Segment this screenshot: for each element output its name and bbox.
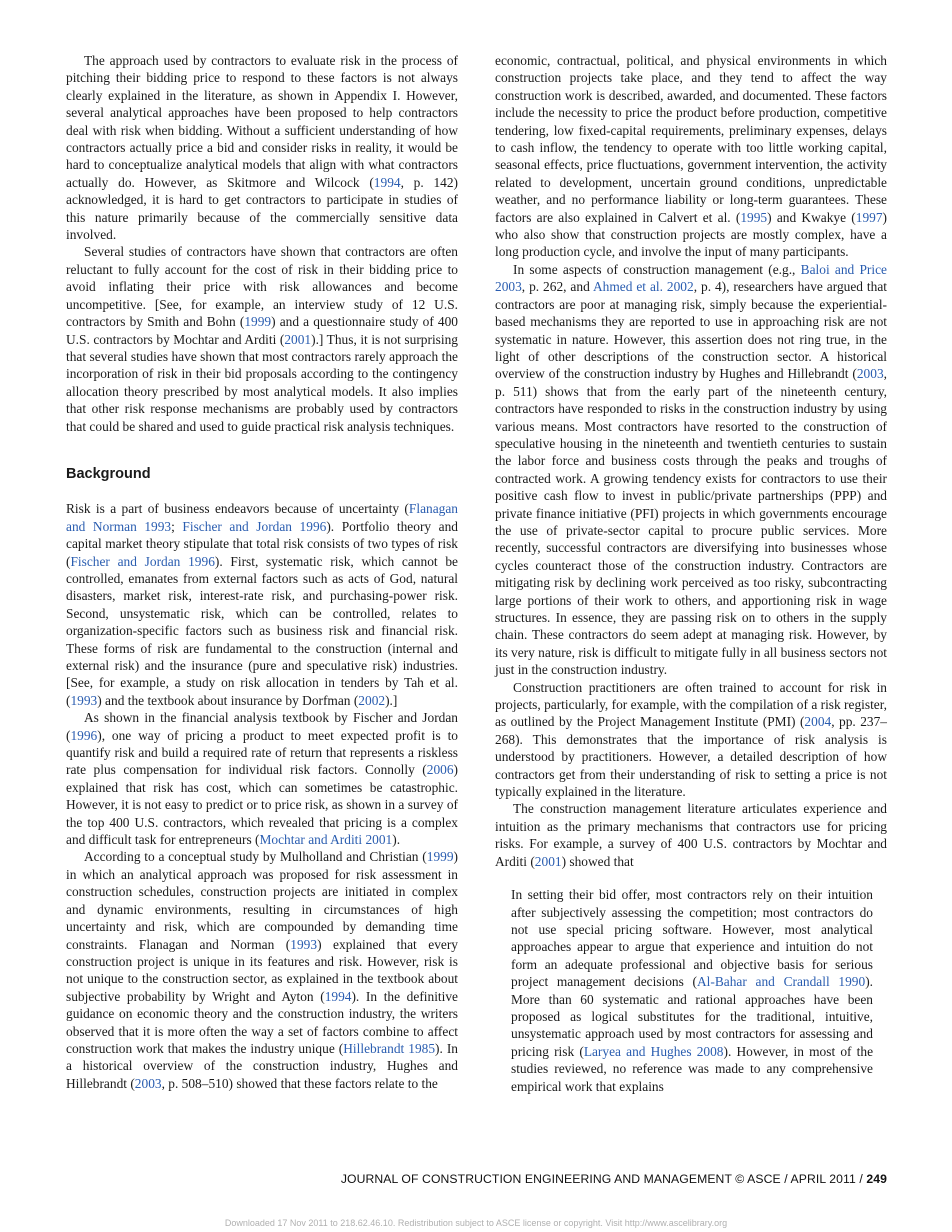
text-run: According to a conceptual study by Mulholland and Christian ( — [84, 849, 427, 865]
paragraph — [66, 500, 458, 709]
text-run: ). In a historical overview of the construction industry, Hughes and Hillebrandt ( — [66, 1040, 459, 1091]
text-run: , p. 262, and — [521, 279, 593, 295]
text-run: ) and the textbook about insurance by Dorfman ( — [97, 692, 359, 708]
text-run: ). In the definitive guidance on economic theory and the construction industry, the writers observed that it is more often the way a set of factors combine to affect construction work that makes the industry unique ( — [66, 988, 458, 1056]
citation-link[interactable]: 1996 — [70, 727, 98, 743]
citation-link[interactable]: 2001 — [534, 853, 562, 869]
citation-link[interactable]: 2003 — [856, 366, 884, 382]
citation-link[interactable]: Al-Bahar and Crandall 1990 — [697, 974, 866, 990]
text-run: Several studies of contractors have shown that contractors are often reluctant to fully account for the cost of risk in their bidding price to avoid inflating their price with risk allowances and become uncompetitive. [See, for example, an interview study of 12 U.S. contractors by Smith and Bohn ( — [66, 244, 458, 330]
block-quote — [511, 886, 873, 1095]
text-run: ). More than 60 systematic and rational approaches have been proposed as logical substitutes for the traditional, intuitive, unsystematic approach used by most contractors for assessing and pricing risk ( — [511, 974, 873, 1059]
quote-text — [511, 886, 873, 1095]
text-run: ; — [171, 518, 183, 534]
citation-link[interactable]: 2002 — [358, 692, 386, 708]
citation-link[interactable]: 1995 — [740, 209, 768, 225]
citation-link[interactable]: Hillebrandt 1985 — [343, 1040, 436, 1056]
text-run: , pp. 237–268). This demonstrates that the importance of risk analysis is understood by practitioners. However, a detailed description of how contractors get from their understanding of risk to setting a price is not typically explained in the literature. — [495, 714, 887, 800]
text-run: , p. 508–510) showed that these factors relate to the — [161, 1075, 438, 1091]
citation-link[interactable]: Flanagan and Norman 1993 — [66, 501, 458, 534]
citation-link[interactable]: Ahmed et al. 2002 — [592, 279, 694, 295]
text-run: Construction practitioners are often trained to account for risk in projects, particularly, for example, with the compilation of a risk register, as outlined by the Project Management Institute (PMI) ( — [495, 679, 888, 730]
left-column — [66, 52, 458, 1092]
text-run: ). — [392, 832, 401, 848]
paragraph — [66, 709, 458, 848]
paragraph — [66, 52, 458, 243]
citation-link[interactable]: Fischer and Jordan 1996 — [182, 518, 327, 534]
journal-line: JOURNAL OF CONSTRUCTION ENGINEERING AND MANAGEMENT © ASCE / APRIL 2011 / — [340, 1172, 867, 1186]
text-run: Risk is a part of business endeavors because of uncertainty ( — [66, 501, 409, 517]
text-run: ) and Kwakye ( — [767, 209, 856, 225]
text-run: ) and a questionnaire study of 400 U.S. contractors by Mochtar and Arditi ( — [66, 314, 458, 347]
citation-link[interactable]: 1999 — [244, 314, 272, 330]
page-number: 249 — [866, 1172, 887, 1186]
paragraph — [66, 243, 458, 434]
paragraph — [495, 261, 887, 679]
text-run: economic, contractual, political, and physical environments in which construction projects take place, and they tend to affect the way construction work is described, awarded, and documented. These factors include the necessity to price the product before production, competitive tendering, low fixed-capital requirements, preliminary expenses, delays to cash inflow, the tendency to operate with too little working capital, seasonal effects, price fluctuations, government intervention, the activity related to development, uncertain ground conditions, unpredictable weather, and no performance liability or long-term guarantees. These factors are also explained in Calvert et al. ( — [495, 53, 887, 225]
citation-link[interactable]: Laryea and Hughes 2008 — [583, 1043, 724, 1059]
text-run: ) showed that — [561, 853, 634, 869]
page-footer — [0, 1172, 887, 1186]
paragraph — [66, 848, 458, 1092]
text-run: ) who also show that construction projects are mostly complex, have a long production cycle, and involve the input of many participants. — [495, 209, 887, 260]
citation-link[interactable]: 1993 — [70, 692, 98, 708]
citation-link[interactable]: 2001 — [284, 331, 312, 347]
text-run: , p. 511) shows that from the early part of the nineteenth century, contractors have responded to risks in the construction industry by using various means. Most contractors have resorted to the construction of speculative housing in the nineteenth and twentieth centuries to sustain the labor force and business costs through the peaks and troughs of contracted work. A growing tendency exists for contractors to use their positive cash flow to invest in public/private partnerships (PPP) and private finance initiative (PFI) projects in which governments encourage the use of private-sector capital to procure public services. More recently, successful contractors are diversifying into businesses whose cycles counteract those of the construction industry. Contractors are mitigating risk by declining work perceived as too risky, subcontracting large portions of their work to others, and apportioning risk in wage structures. In essence, they are passing risk on to others in the supply chain. These contractors do seem adept at managing risk. However, by its very nature, risk is difficult to mitigate fully in all business sectors not just in the construction industry. — [495, 366, 887, 678]
citation-link[interactable]: Baloi and Price 2003 — [495, 261, 887, 295]
paragraph — [495, 679, 887, 801]
citation-link[interactable]: 2003 — [134, 1075, 162, 1091]
text-run: ) explained that risk has cost, which can sometimes be catastrophic. However, it is not easy to predict or to price risk, as shown in a survey of the top 400 U.S. contractors, which revealed that pricing is a complex and difficult task for entrepreneurs ( — [66, 762, 458, 848]
text-run: In some aspects of construction management (e.g., — [513, 261, 801, 277]
text-run: , p. 4), researchers have argued that contractors are poor at managing risk, simply because the experiential-based mechanisms they are reported to use in approaching risk are not systematic in nature. However, this assertion does not ring true, in the light of other descriptions of the construction sector. A historical overview of the construction industry by Hughes and Hillebrandt ( — [495, 279, 888, 382]
text-run: The approach used by contractors to evaluate risk in the process of pitching their bidding price to respond to these factors is not always clearly explained in the literature, as shown in Appendix I. However, several analytical approaches have been proposed to help contractors deal with risk when bidding. Without a sufficient understanding of how contractors actually price a bid and consider risks in reality, it would be hard to conceptualize analytical models that align with what contractors actually do. However, as Skitmore and Wilcock ( — [66, 53, 458, 190]
citation-link[interactable]: 1997 — [855, 209, 883, 225]
text-run: ) explained that every construction project is unique in its features and risk. However, risk is not unique to the construction sector, as explained in the textbook about subjective probability by Wright and Ayton ( — [66, 936, 459, 1004]
citation-link[interactable]: 1999 — [426, 849, 454, 865]
citation-link[interactable]: Mochtar and Arditi 2001 — [259, 832, 393, 848]
citation-link[interactable]: 1994 — [324, 988, 352, 1004]
citation-link[interactable]: 2006 — [426, 762, 454, 778]
citation-link[interactable]: 1993 — [290, 936, 318, 952]
text-run: ) in which an analytical approach was proposed for risk assessment in construction schedules, construction projects are initiated in complex and dynamic environments, resulting in circumstances of high uncertainty and risk, which are compounded by demanding time constraints. Flanagan and Norman ( — [66, 849, 458, 952]
section-heading: Background — [66, 465, 151, 482]
text-run: As shown in the financial analysis textbook by Fischer and Jordan ( — [66, 710, 458, 743]
text-run: ). First, systematic risk, which cannot be controlled, emanates from external factors such as acts of God, natural disasters, market risk, interest-rate risk, and purchasing-power risk. Second, unsystematic risk, which can be controlled, relates to organization-specific factors such as business risk and financial risk. These forms of risk are fundamental to the construction (internal and external risk) and the insurance (pure and speculative risk) industries. [See, for example, a study on risk allocation in tenders by Tah et al. ( — [66, 553, 458, 708]
text-run: , p. 142) acknowledged, it is hard to get contractors to participate in studies of this nature primarily because of the commercially sensitive data involved. — [66, 174, 458, 243]
citation-link[interactable]: Fischer and Jordan 1996 — [70, 553, 215, 569]
citation-link[interactable]: 1994 — [373, 174, 401, 190]
text-run: ). Portfolio theory and capital market theory stipulate that total risk consists of two types of risk ( — [66, 518, 458, 569]
text-run: ).] — [385, 692, 398, 708]
paragraph — [495, 52, 887, 261]
right-column — [495, 52, 887, 1095]
paragraph — [495, 800, 887, 870]
text-run: In setting their bid offer, most contractors rely on their intuition after subjectively assessing the competition; most contractors do not use special pricing software. However, most analytical approaches appear to argue that experience and intuition do not form an adequate professional and objective basis for serious project management decisions ( — [511, 887, 873, 990]
text-run: ). However, in most of the studies reviewed, no reference was made to any comprehensive empirical work that explains — [511, 1043, 874, 1094]
text-run: ).] Thus, it is not surprising that several studies have shown that most contractors rarely approach the incorporation of risk in their bid proposals according to the contingency allocation theory prescribed by most analytical models. It also implies that other risk response mechanisms are probably used by contractors that could be shared and used to guide practical risk analysis techniques. — [66, 331, 458, 434]
text-run: The construction management literature articulates experience and intuition as the primary mechanisms that contractors use for pricing risks. For example, a survey of 400 U.S. contractors by Mochtar and Arditi ( — [495, 801, 887, 869]
text-run: ), one way of pricing a product to meet expected profit is to quantify risk and build a required rate of return that represents a riskless rate plus compensation for individual risk factors. Connolly ( — [66, 727, 458, 778]
download-notice: Downloaded 17 Nov 2011 to 218.62.46.10. Redistribution subject to ASCE license or copyright. Visit http://www.ascelibrary.org — [224, 1218, 728, 1228]
citation-link[interactable]: 2004 — [804, 714, 832, 730]
